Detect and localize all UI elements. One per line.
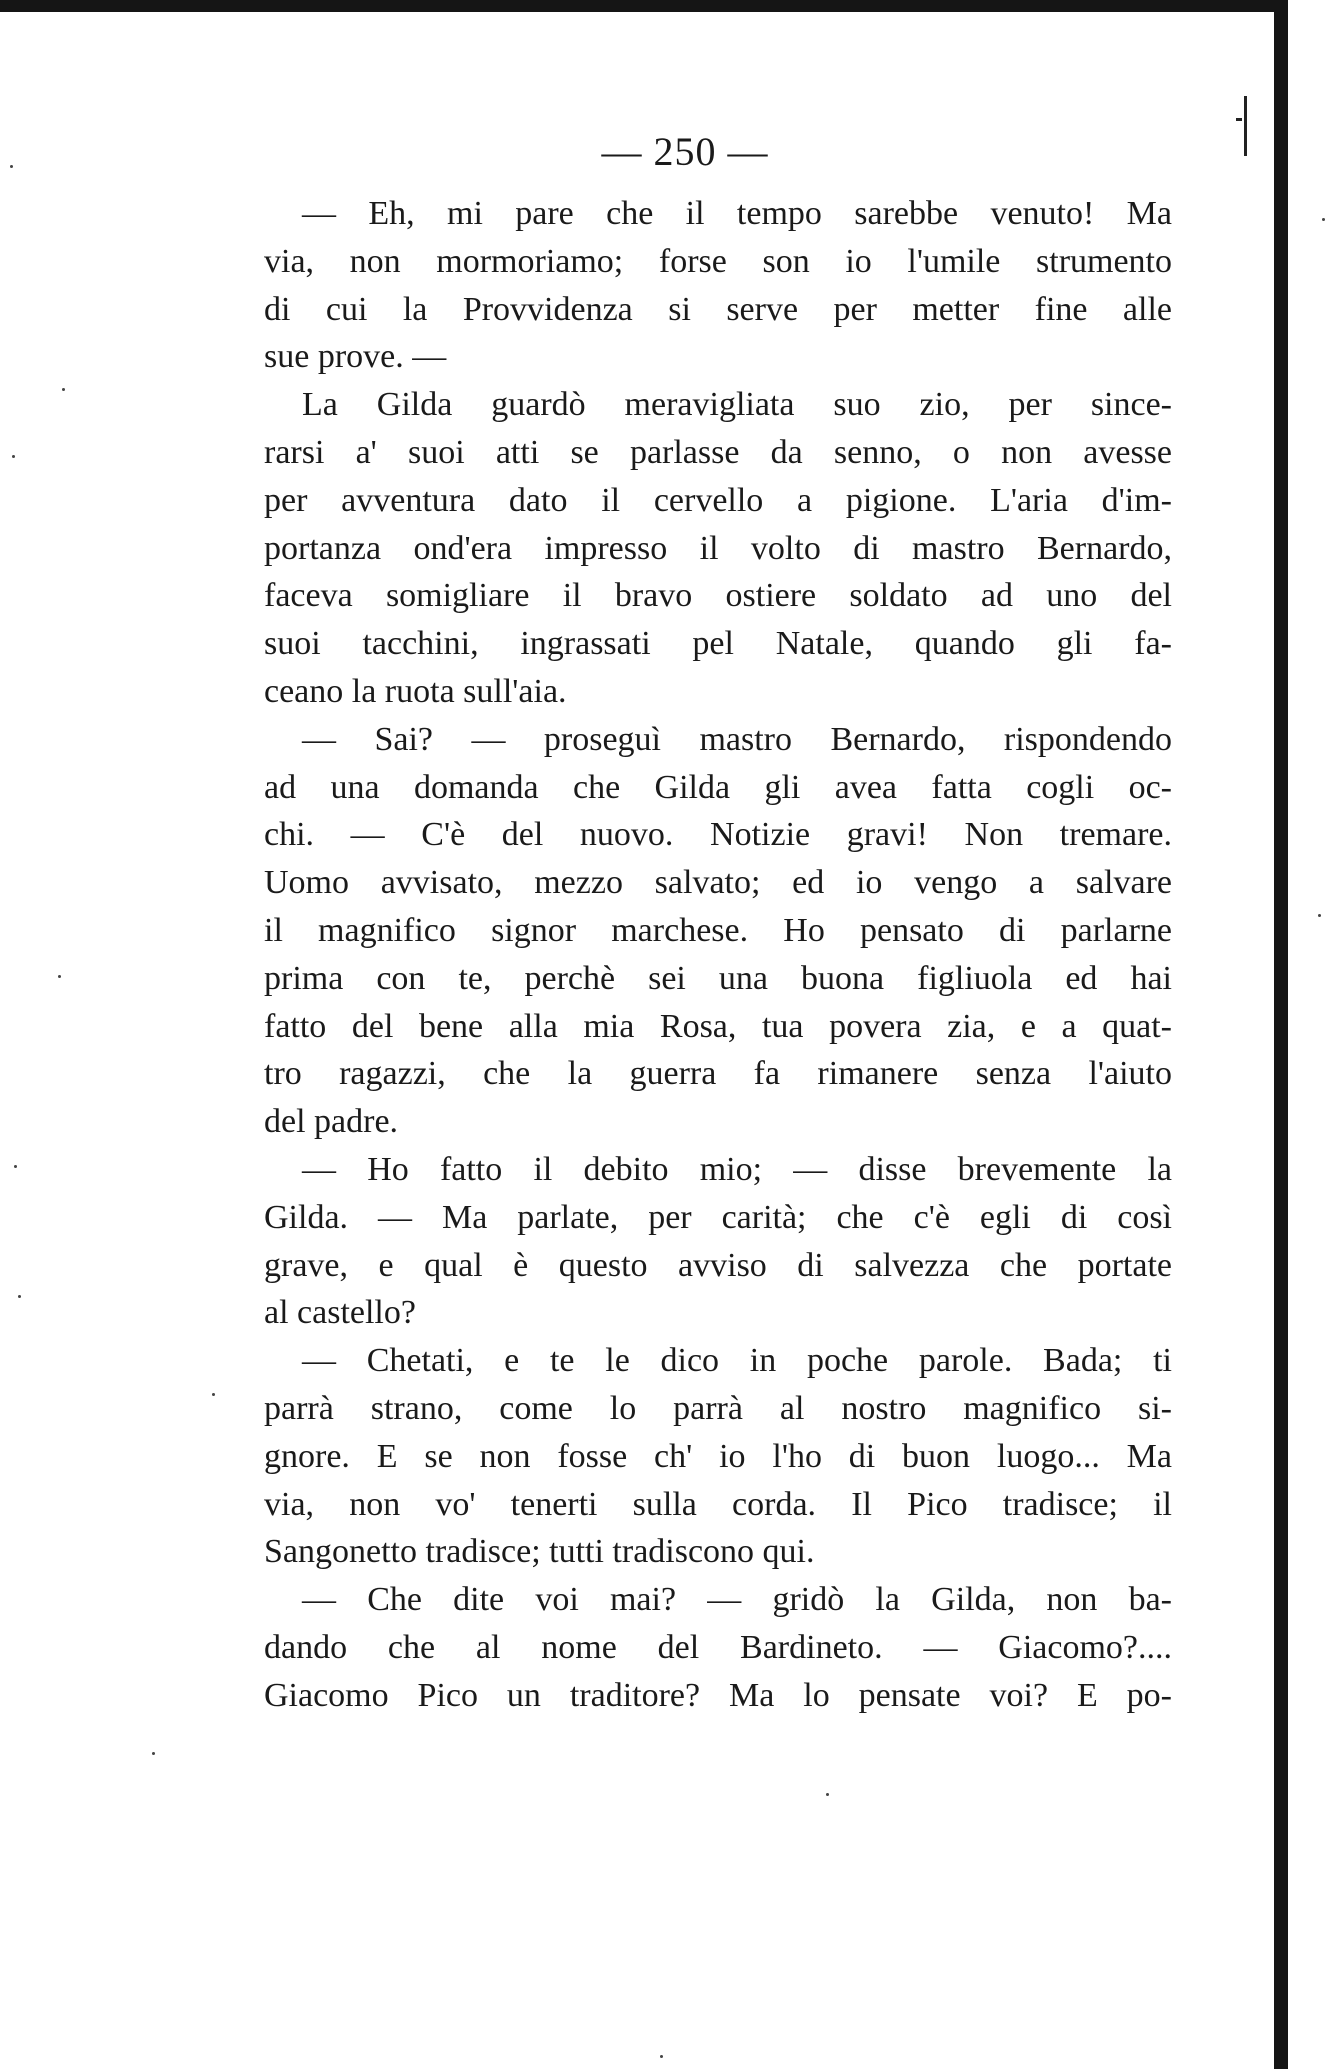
text-line: Giacomo Pico un traditore? Ma lo pensate voi? E po- [264,1676,1172,1714]
scan-speck [18,1295,21,1298]
text-line: — Chetati, e te le dico in poche parole. Bada; ti [302,1342,1172,1380]
scan-speck [14,1165,17,1168]
text-line: del padre. [264,1103,399,1141]
text-line: La Gilda guardò meravigliata suo zio, per since- [302,386,1172,424]
scan-speck [660,2055,663,2058]
text-line: fatto del bene alla mia Rosa, tua povera zia, e a quat- [264,1007,1172,1045]
text-line: suoi tacchini, ingrassati pel Natale, quando gli fa- [264,625,1172,663]
text-line: parrà strano, come lo parrà al nostro magnifico si- [264,1389,1172,1427]
text-line: via, non mormoriamo; forse son io l'umile strumento [264,242,1172,280]
text-line: dando che al nome del Bardineto. — Giacomo?.... [264,1628,1172,1666]
text-line: grave, e qual è questo avviso di salvezza che portate [264,1246,1172,1284]
text-line: di cui la Provvidenza si serve per metter fine alle [264,290,1172,328]
margin-mark [1236,118,1242,121]
scan-speck [58,975,61,978]
text-line: Gilda. — Ma parlate, per carità; che c'è egli di così [264,1198,1172,1236]
text-line: Uomo avvisato, mezzo salvato; ed io vengo a salvare [264,864,1172,902]
scan-speck [1322,218,1325,221]
text-line: portanza ond'era impresso il volto di mastro Bernardo, [264,529,1172,567]
text-line: sue prove. — [264,338,447,376]
page-number: — 250 — [601,129,769,174]
text-line: — Eh, mi pare che il tempo sarebbe venuto! Ma [302,195,1172,232]
scan-speck [826,1793,829,1796]
text-line: — Che dite voi mai? — gridò la Gilda, non ba- [302,1581,1172,1619]
scan-speck [152,1752,155,1755]
text-line: rarsi a' suoi atti se parlasse da senno, o non avesse [264,433,1172,471]
text-line: Sangonetto tradisce; tutti tradiscono qui. [264,1533,815,1571]
scan-speck [62,388,65,391]
text-line: tro ragazzi, che la guerra fa rimanere senza l'aiuto [264,1055,1172,1093]
text-line: gnore. E se non fosse ch' io l'ho di buon luogo... Ma [264,1437,1172,1475]
right-border-rule [1274,0,1332,2069]
text-line: al castello? [264,1294,416,1332]
text-line: chi. — C'è del nuovo. Notizie gravi! Non tremare. [264,816,1172,854]
text-line: ad una domanda che Gilda gli avea fatta cogli oc- [264,768,1172,806]
text-line: prima con te, perchè sei una buona figliuola ed hai [264,959,1172,997]
text-line: faceva somigliare il bravo ostiere soldato ad uno del [264,577,1172,615]
text-line: — Sai? — proseguì mastro Bernardo, rispondendo [302,720,1172,758]
text-line: — Ho fatto il debito mio; — disse brevemente la [302,1150,1172,1188]
page-text [264,190,1172,1720]
text-line: via, non vo' tenerti sulla corda. Il Pico tradisce; il [264,1485,1172,1523]
text-line: il magnifico signor marchese. Ho pensato di parlarne [264,911,1172,949]
scan-speck [212,1393,215,1396]
top-border-rule [0,0,1332,12]
text-line: ceano la ruota sull'aia. [264,672,567,710]
scan-speck [1318,914,1321,917]
text-line: per avventura dato il cervello a pigione. L'aria d'im- [264,481,1172,519]
scan-speck [10,165,13,168]
scan-speck [12,455,15,458]
